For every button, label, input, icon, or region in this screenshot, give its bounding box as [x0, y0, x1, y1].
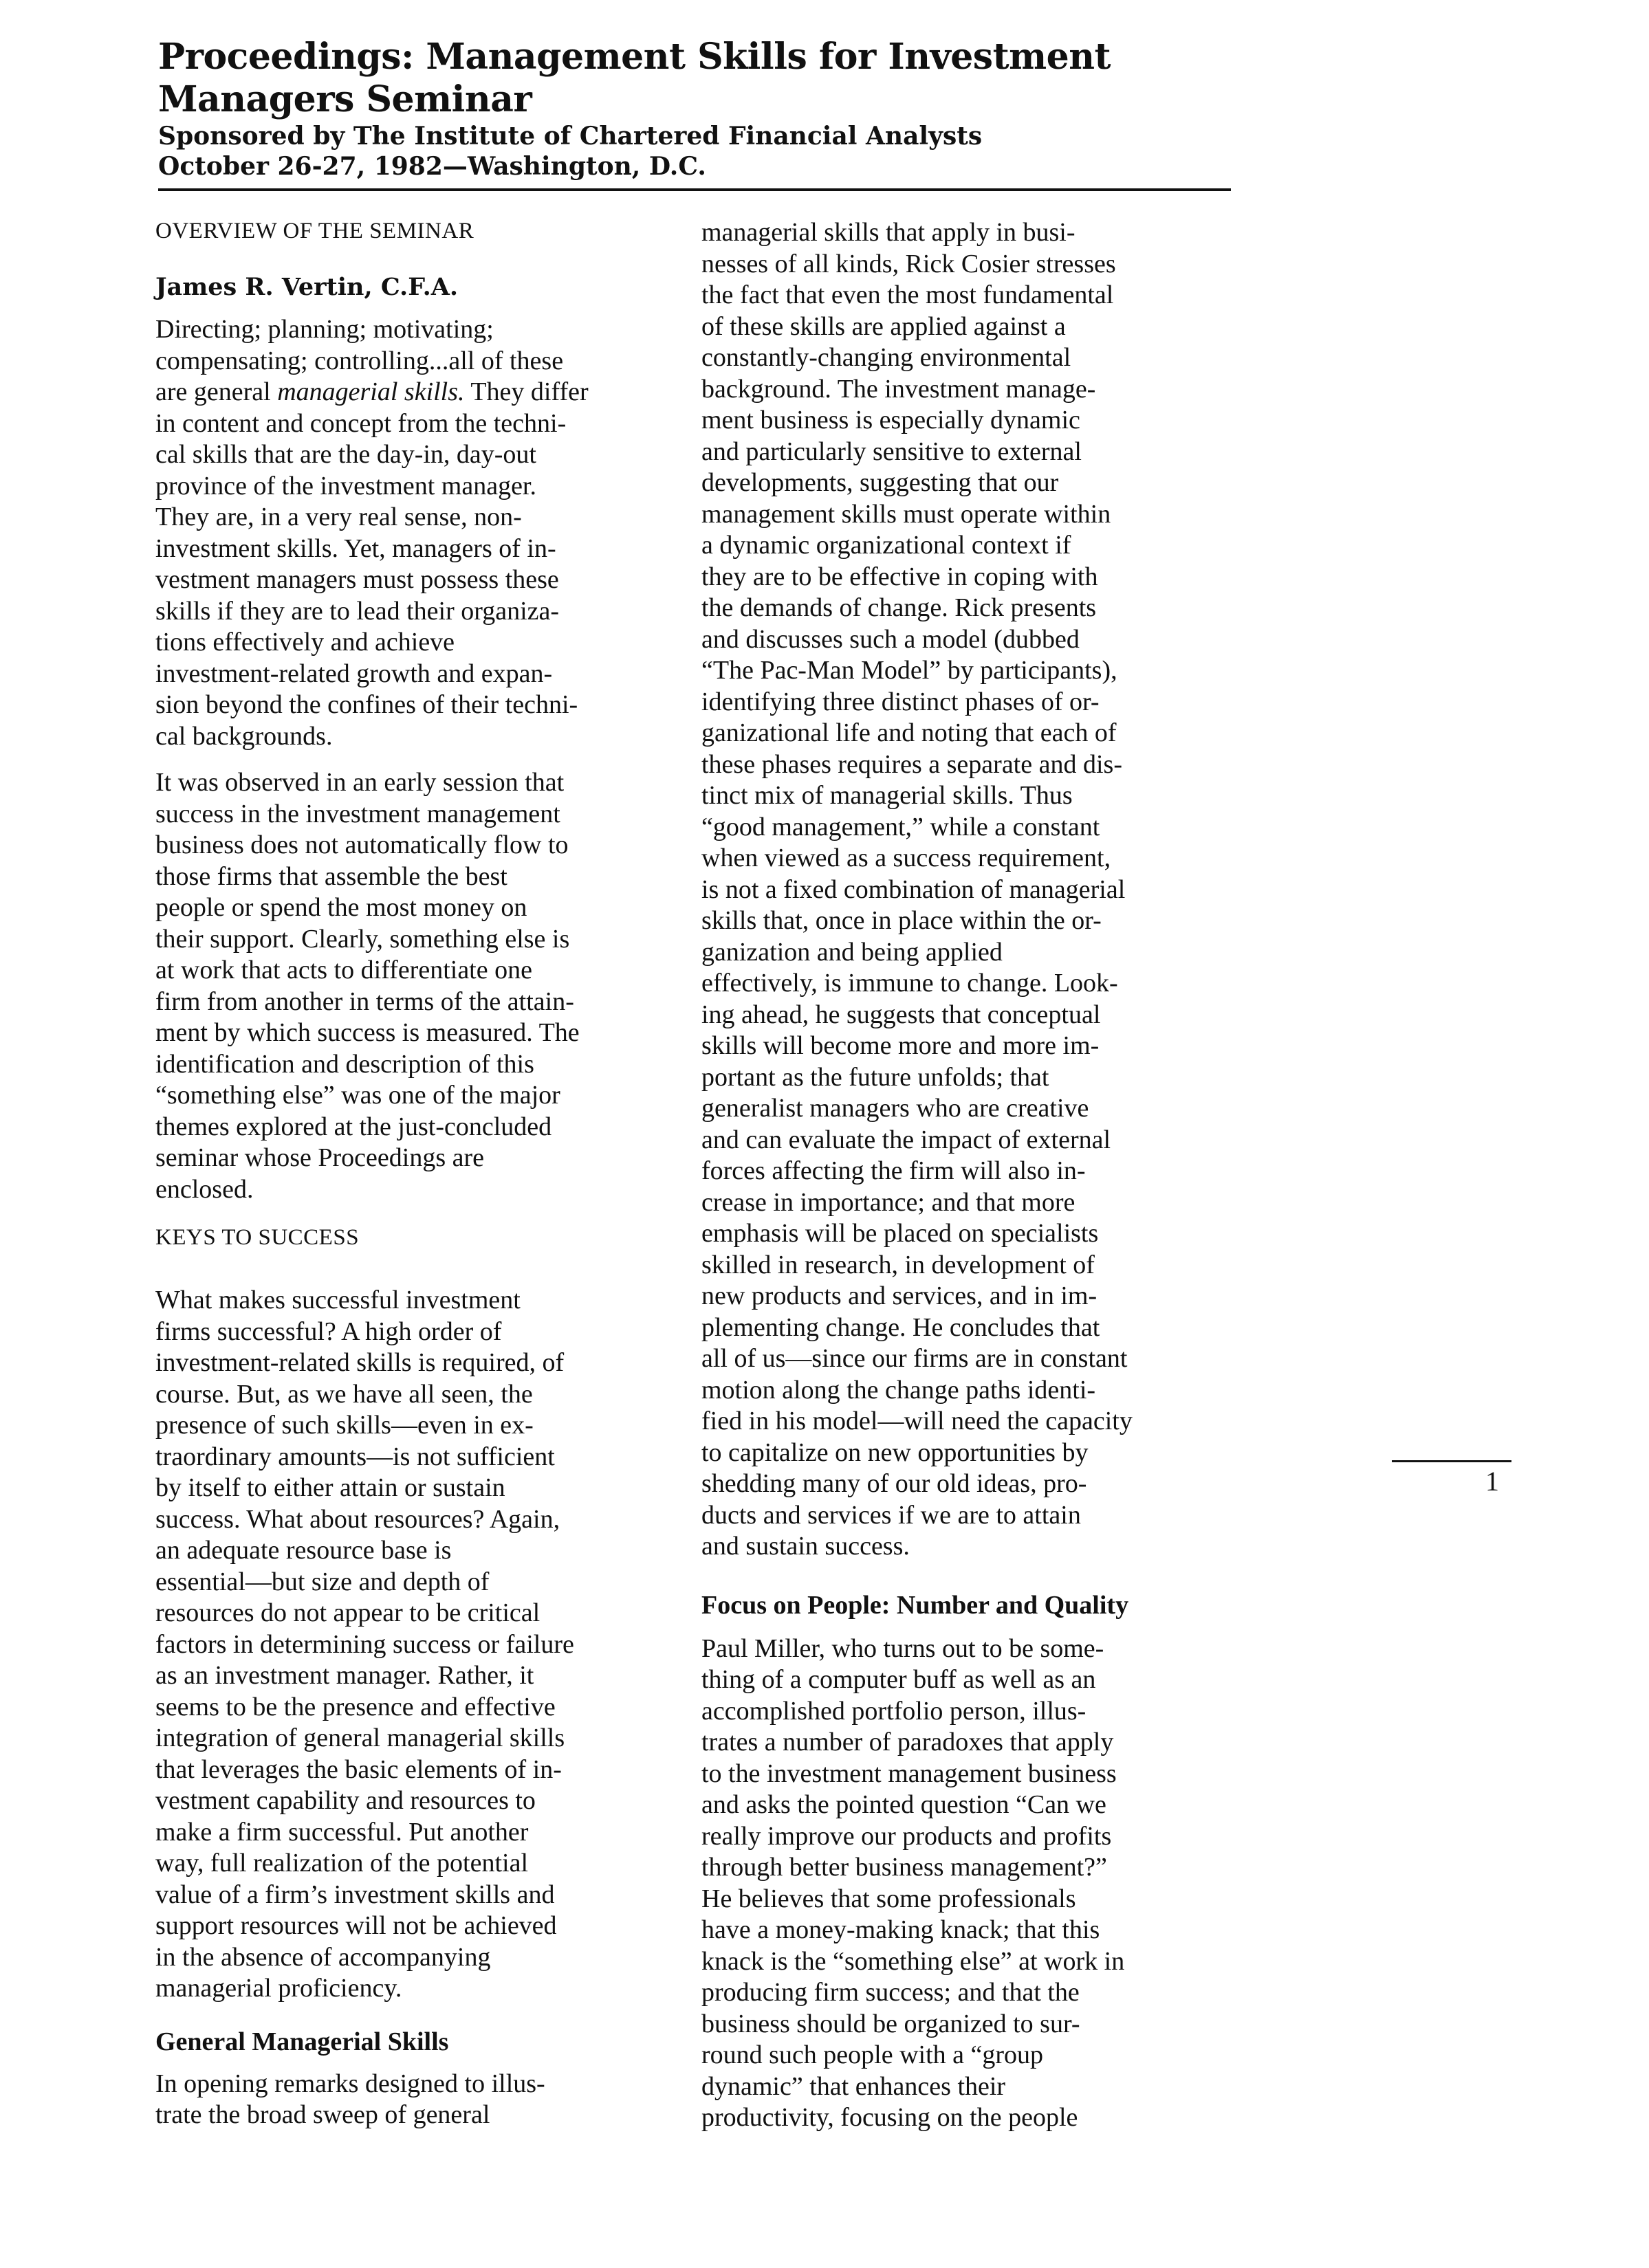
subheading-focus-on-people: Focus on People: Number and Quality: [701, 1590, 1129, 1620]
right-column: [701, 217, 1238, 2134]
emphasis-managerial-skills: managerial skills.: [277, 377, 465, 406]
date-place-line: October 26-27, 1982—Washington, D.C.: [158, 152, 706, 181]
sponsor-line: Sponsored by The Institute of Chartered Financial Analysts: [158, 122, 983, 151]
paragraph-directing-text-a: Directing; planning; motivating; compensating; controlling...all of these are general: [155, 315, 564, 406]
section-heading-overview: OVERVIEW OF THE SEMINAR: [155, 219, 474, 243]
document-title-line-1: Proceedings: Management Skills for Investment: [158, 36, 1111, 78]
page-number-rule: [1392, 1460, 1511, 1462]
left-column: [155, 217, 678, 2131]
paragraph-managerial-skills-continued: managerial skills that apply in busi- nesses of all kinds, Rick Cosier stresses the fact that even the most fundamental of these skills are applied against a constantly-changing environmental background. The investment manage- ment business is especially dynamic and particularly sensitive to external developments, suggesting that our management skills must operate within a dynamic organizational context if they are to be effective in coping with the demands of change. Rick presents and discusses such a model (dubbed “The Pac-Man Model” by participants), identifying three distinct phases of or- ganizational life and noting that each of these phases requires a separate and dis- tinct mix of managerial skills. Thus “good management,” while a constant when viewed as a success requirement, is not a fixed combination of managerial skills that, once in place within the or- ganization and being applied effectively, is immune to change. Look- ing ahead, he suggests that conceptual skills will become more and more im- portant as the future unfolds; that generalist managers who are creative and can evaluate the impact of external forces affecting the firm will also in- crease in importance; and that more emphasis will be placed on specialists skilled in research, in development of new products and services, and in im- plementing change. He concludes that all of us—since our firms are in constant motion along the change paths identi- fied in his model—will need the capacity to capitalize on new opportunities by shedding many of our old ideas, pro- ducts and services if we are to attain and sustain success.: [701, 218, 1133, 1561]
paragraph-opening-remarks: In opening remarks designed to illus- trate the broad sweep of general: [155, 2069, 545, 2129]
paragraph-what-makes: What makes successful investment firms successful? A high order of investment-related skills is required, of course. But, as we have all seen, the presence of such skills—even in ex- traordinary amounts—is not sufficient by itself to either attain or sustain success. What about resources? Again, an adequate resource base is essential—but size and depth of resources do not appear to be critical factors in determining success or failure as an investment manager. Rather, it seems to be the presence and effective integration of general managerial skills that leverages the basic elements of in- vestment capability and resources to make a firm successful. Put another way, full realization of the potential value of a firm’s investment skills and support resources will not be achieved in the absence of accompanying managerial proficiency.: [155, 1286, 574, 2003]
paragraph-directing-text-b: They differ in content and concept from the techni- cal skills that are the day-in, day-out province of the investment manager. They are, in a very real sense, non- investment skills. Yet, managers of in- vestment managers must possess these skills if they are to lead their organiza- tions effectively and achieve investment-related growth and expan- sion beyond the confines of their techni- cal backgrounds.: [155, 377, 589, 751]
header-rule: [158, 188, 1231, 191]
paragraph-paul-miller: Paul Miller, who turns out to be some- thing of a computer buff as well as an accomplished portfolio person, illus- trates a number of paradoxes that apply to the investment management business and asks the pointed question “Can we really improve our products and profits through better business management?” He believes that some professionals have a money-making knack; that this knack is the “something else” at work in producing firm success; and that the business should be organized to sur- round such people with a “group dynamic” that enhances their productivity, focusing on the people: [701, 1633, 1125, 2132]
page-number: 1: [1485, 1466, 1499, 1497]
page-header: [158, 36, 1231, 181]
paragraph-early-session: It was observed in an early session that success in the investment management business does not automatically flow to those firms that assemble the best people or spend the most money on their support. Clearly, something else is at work that acts to differentiate one firm from another in terms of the attain- ment by which success is measured. The identification and description of this “something else” was one of the major themes explored at the just-concluded seminar whose Proceedings are enclosed.: [155, 768, 580, 1204]
subheading-general-managerial-skills: General Managerial Skills: [155, 2027, 449, 2056]
document-title-line-2: Managers Seminar: [158, 78, 532, 120]
paragraph-directing: [155, 314, 678, 752]
section-heading-keys-to-success: KEYS TO SUCCESS: [155, 1225, 360, 1250]
author-byline: James R. Vertin, C.F.A.: [155, 273, 459, 301]
